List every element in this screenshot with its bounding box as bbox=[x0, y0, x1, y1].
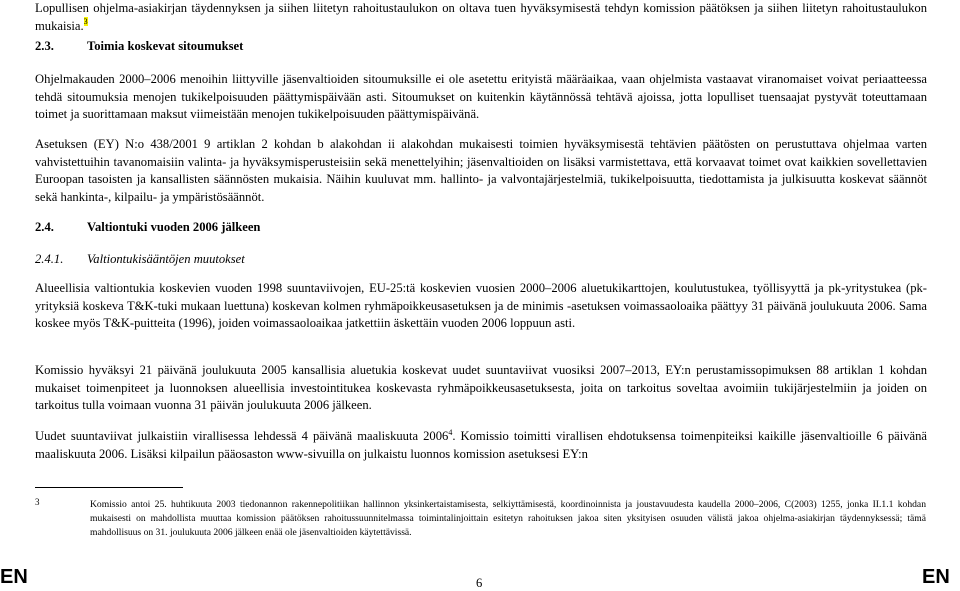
section-2-4-heading: 2.4. Valtiontuki vuoden 2006 jälkeen bbox=[35, 220, 261, 234]
section-2-3-heading: 2.3. Toimia koskevat sitoumukset bbox=[35, 39, 244, 53]
intro-paragraph: Lopullisen ohjelma-asiakirjan täydennyksen ja siihen liitetyn rahoitustaulukon on oltava tuen hyväksymisestä tehdyn komission päätöksen ja siihen liitetyn rahoitustaulukon mukaisia.$^3$ bbox=[35, 1, 927, 33]
section-2-4-1-heading: 2.4.1. Valtiontukisääntöjen muutokset bbox=[35, 252, 245, 266]
footnote-separator bbox=[35, 487, 183, 488]
page-number: 6 bbox=[476, 576, 483, 590]
footnote-ref-3[interactable]: 3 bbox=[83, 17, 88, 27]
paragraph-commitments: Ohjelmakauden 2000–2006 menoihin liittyville jäsenvaltioiden sitoumuksille ei ole asetettu erityistä määräaikaa, vaan ohjelmista vastaavat viranomaiset voivat periaatteessa tehdä sitoumuksia menojen tukikelpoisuuden päättymispäivään asti. Sitoumukset on kuitenkin käytännössä tehtävä ajoissa, jotta lopulliset tuensaajat pystyvät toteuttamaan toimet ja suorittamaan maksut viimeistään menojen tukikelpoisuuden päättymispäivänä. bbox=[35, 72, 927, 121]
footnote-mark: 3 bbox=[35, 497, 40, 507]
footer-language-right: EN bbox=[922, 566, 950, 588]
paragraph-guidelines-published: Uudet suuntaviivat julkaistiin virallisessa lehdessä 4 päivänä maaliskuuta 2006$^4$. Komissio toimitti virallisen ehdotuksensa toimenpiteiksi kaikille jäsenvaltioille 6 päivänä maaliskuuta 2006. Lisäksi kilpailun pääosaston www-sivuilla on julkaistu luonnos komission asetuksesi EY:n bbox=[35, 427, 927, 461]
paragraph-regulation: Asetuksen (EY) N:o 438/2001 9 artiklan 2 kohdan b alakohdan ii alakohdan mukaisesti toimien hyväksymisestä tehtävien päätösten on perustuttava ohjelmaa varten vahvistettuihin tavanomaisiin valinta- ja hyväksymisperusteisiin sekä menettelyihin; jäsenvaltioiden on lisäksi varmistettava, että korvaavat toimet ovat kaikkien sovellettavien Euroopan tasoisten ja kansallisten säännösten mukaisia. Näihin kuuluvat mm. hallinto- ja valvontajärjestelmiä, tukikelpoisuutta, tiedottamista ja julkisuutta koskevat säännöt sekä hankinta-, kilpailu- ja ympäristösäännöt. bbox=[35, 137, 927, 204]
footnote-ref-4[interactable]: 4 bbox=[448, 427, 453, 437]
paragraph-state-aid-rules: Alueellisia valtiontukia koskevien vuoden 1998 suuntaviivojen, EU-25:tä koskevien vuosien 2000–2006 aluetukikarttojen, koulutustukea, työllisyyttä ja pk-yritystukea (pk-yrityksiä koskeva T&K-tuki mukaan luettuna) koskevan kolmen ryhmäpoikkeusasetuksen ja de minimis -asetuksen voimassaoloaika päättyy 31 päivänä joulukuuta 2006. Sama koskee myös T&K-puitteita (1996), joiden voimassaoloaikaa jatkettiin äskettäin vuoden 2006 loppuun asti. bbox=[35, 281, 927, 330]
paragraph-commission-approval: Komissio hyväksyi 21 päivänä joulukuuta 2005 kansallisia aluetukia koskevat uudet suuntaviivat vuosiksi 2007–2013, EY:n perustamissopimuksen 88 artiklan 1 kohdan mukaiset toimenpiteet ja luonnoksen alueellisia investointitukea koskevasta ryhmäpoikkeusasetuksesta, joita on tarkoitus soveltaa avoimiin tukijärjestelmiin ja joiden on tarkoitus tulla voimaan vuonna 31 päivän joulukuuta 2006 jälkeen. bbox=[35, 363, 927, 412]
footer-language-left: EN bbox=[0, 566, 28, 588]
footnote-text: Komissio antoi 25. huhtikuuta 2003 tiedonannon rakennepolitiikan hallinnon yksinkertaistamisesta, selkiyttämisestä, koordinoinnista ja joustavuudesta kaudella 2000–2006, C(2003) 1255, jonka II.1.1 kohdan mukaisesti on mahdollista muuttaa komission päätöksen rahoitussuunnitelmassa toimintalinjoittain esitetyn rahoituksen jakoa siten yksityisen osuuden välistä jakoa ohjelma-asiakirjan täydennyksessä; tämä mahdollisuus on 31. joulukuuta 2006 jälkeen enää ole jäsenvaltioiden käytettävissä. bbox=[90, 499, 926, 538]
